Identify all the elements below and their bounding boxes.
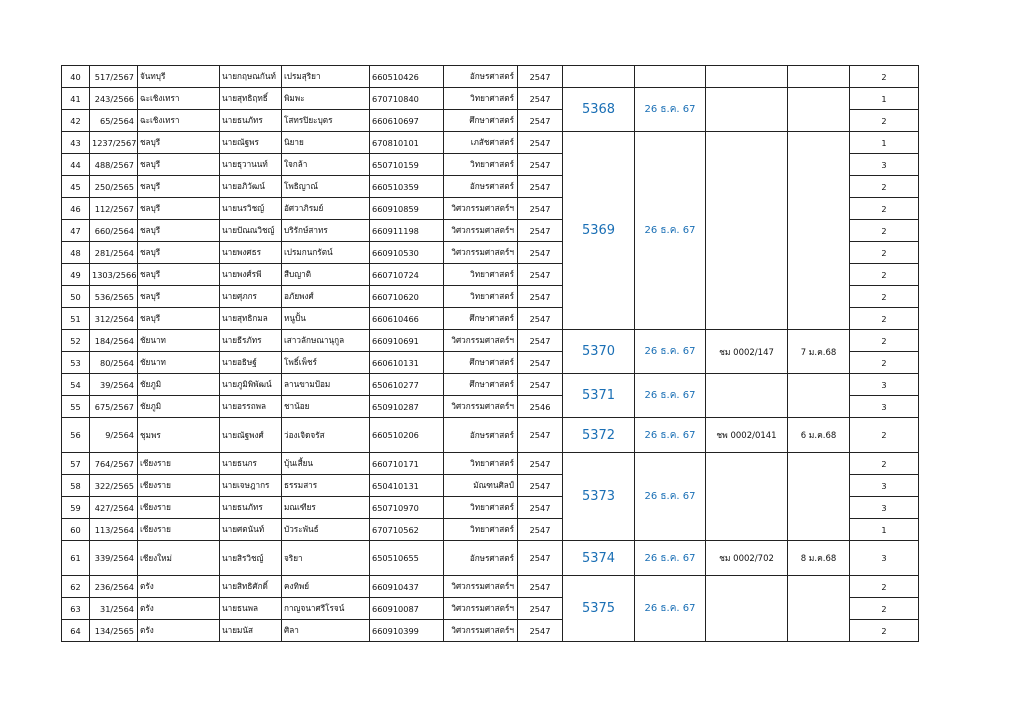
- province-cell: ชลบุรี: [138, 220, 220, 242]
- province-cell: เชียงราย: [138, 519, 220, 541]
- reference-number: 65/2564: [90, 110, 138, 132]
- province-cell: ชัยภูมิ: [138, 396, 220, 418]
- count-cell: 2: [850, 66, 919, 88]
- count-cell: 2: [850, 330, 919, 352]
- faculty-cell: วิทยาศาสตร์: [444, 519, 518, 541]
- row-number: 52: [62, 330, 90, 352]
- last-name-cell: ธรรมสาร: [282, 475, 370, 497]
- table-row: [62, 132, 919, 154]
- last-name-cell: เปรมสุริยา: [282, 66, 370, 88]
- row-number: 63: [62, 598, 90, 620]
- reference-number: 488/2567: [90, 154, 138, 176]
- group-number-cell: 5373: [563, 453, 635, 541]
- first-name-cell: นายมนัส: [220, 620, 282, 642]
- faculty-cell: ศึกษาศาสตร์: [444, 308, 518, 330]
- student-id-cell: 660510426: [370, 66, 444, 88]
- student-id-cell: 650910287: [370, 396, 444, 418]
- group-date-cell: [635, 66, 706, 88]
- document-number-cell: ชม 0002/147: [706, 330, 788, 374]
- last-name-cell: บริรักษ์สาทร: [282, 220, 370, 242]
- row-number: 62: [62, 576, 90, 598]
- first-name-cell: นายเจษฎากร: [220, 475, 282, 497]
- faculty-cell: อักษรศาสตร์: [444, 176, 518, 198]
- faculty-cell: วิทยาศาสตร์: [444, 497, 518, 519]
- document-date-cell: [788, 66, 850, 88]
- province-cell: ชลบุรี: [138, 198, 220, 220]
- group-date-cell: 26 ธ.ค. 67: [635, 132, 706, 330]
- last-name-cell: ว่องเจิดจรัส: [282, 418, 370, 453]
- group-date-cell: 26 ธ.ค. 67: [635, 576, 706, 642]
- reference-number: 250/2565: [90, 176, 138, 198]
- count-cell: 2: [850, 198, 919, 220]
- reference-number: 322/2565: [90, 475, 138, 497]
- year-cell: 2547: [518, 88, 563, 110]
- reference-number: 243/2566: [90, 88, 138, 110]
- faculty-cell: อักษรศาสตร์: [444, 66, 518, 88]
- province-cell: ฉะเชิงเทรา: [138, 88, 220, 110]
- faculty-cell: ศึกษาศาสตร์: [444, 374, 518, 396]
- reference-number: 31/2564: [90, 598, 138, 620]
- first-name-cell: นายศตนันท์: [220, 519, 282, 541]
- province-cell: ชัยนาท: [138, 352, 220, 374]
- first-name-cell: นายสุทธิฤทธิ์: [220, 88, 282, 110]
- group-number-cell: 5371: [563, 374, 635, 418]
- student-id-cell: 660910530: [370, 242, 444, 264]
- faculty-cell: วิศวกรรมศาสตร์ฯ: [444, 396, 518, 418]
- student-id-cell: 660910859: [370, 198, 444, 220]
- year-cell: 2547: [518, 308, 563, 330]
- first-name-cell: นายภูมิพิพัฒน์: [220, 374, 282, 396]
- count-cell: 2: [850, 264, 919, 286]
- reference-number: 675/2567: [90, 396, 138, 418]
- first-name-cell: นายพงศ์รพี: [220, 264, 282, 286]
- group-date-cell: 26 ธ.ค. 67: [635, 541, 706, 576]
- province-cell: เชียงราย: [138, 497, 220, 519]
- row-number: 45: [62, 176, 90, 198]
- registry-table: [61, 65, 919, 642]
- count-cell: 2: [850, 598, 919, 620]
- count-cell: 2: [850, 352, 919, 374]
- reference-number: 517/2567: [90, 66, 138, 88]
- row-number: 57: [62, 453, 90, 475]
- faculty-cell: ศึกษาศาสตร์: [444, 110, 518, 132]
- row-number: 59: [62, 497, 90, 519]
- reference-number: 113/2564: [90, 519, 138, 541]
- last-name-cell: คงทิพย์: [282, 576, 370, 598]
- last-name-cell: ลานขามป้อม: [282, 374, 370, 396]
- count-cell: 2: [850, 242, 919, 264]
- student-id-cell: 660610131: [370, 352, 444, 374]
- province-cell: เชียงใหม่: [138, 541, 220, 576]
- first-name-cell: นายธนพล: [220, 598, 282, 620]
- group-number-cell: 5372: [563, 418, 635, 453]
- document-number-cell: [706, 66, 788, 88]
- reference-number: 764/2567: [90, 453, 138, 475]
- province-cell: ตรัง: [138, 598, 220, 620]
- year-cell: 2547: [518, 66, 563, 88]
- table-row: [62, 576, 919, 598]
- year-cell: 2547: [518, 519, 563, 541]
- document-number-cell: [706, 374, 788, 418]
- year-cell: 2547: [518, 352, 563, 374]
- table-row: [62, 330, 919, 352]
- count-cell: 2: [850, 576, 919, 598]
- first-name-cell: นายณัฐพงศ์: [220, 418, 282, 453]
- first-name-cell: นายนรวิชญ์: [220, 198, 282, 220]
- document-date-cell: [788, 88, 850, 132]
- document-date-cell: 7 ม.ค.68: [788, 330, 850, 374]
- row-number: 64: [62, 620, 90, 642]
- group-number-cell: 5375: [563, 576, 635, 642]
- year-cell: 2547: [518, 132, 563, 154]
- document-number-cell: [706, 88, 788, 132]
- student-id-cell: 650710970: [370, 497, 444, 519]
- student-id-cell: 660910437: [370, 576, 444, 598]
- last-name-cell: เสาวลักษณานุกูล: [282, 330, 370, 352]
- row-number: 41: [62, 88, 90, 110]
- document-number-cell: [706, 576, 788, 642]
- row-number: 47: [62, 220, 90, 242]
- count-cell: 1: [850, 88, 919, 110]
- count-cell: 2: [850, 176, 919, 198]
- group-number-cell: 5370: [563, 330, 635, 374]
- student-id-cell: 670710562: [370, 519, 444, 541]
- reference-number: 184/2564: [90, 330, 138, 352]
- count-cell: 2: [850, 110, 919, 132]
- last-name-cell: พิมพะ: [282, 88, 370, 110]
- reference-number: 312/2564: [90, 308, 138, 330]
- province-cell: ฉะเชิงเทรา: [138, 110, 220, 132]
- year-cell: 2547: [518, 330, 563, 352]
- faculty-cell: วิทยาศาสตร์: [444, 453, 518, 475]
- faculty-cell: เภสัชศาสตร์: [444, 132, 518, 154]
- faculty-cell: วิศวกรรมศาสตร์ฯ: [444, 620, 518, 642]
- last-name-cell: ศิลา: [282, 620, 370, 642]
- year-cell: 2547: [518, 497, 563, 519]
- first-name-cell: นายธนภัทร: [220, 497, 282, 519]
- table-row: [62, 541, 919, 576]
- faculty-cell: วิทยาศาสตร์: [444, 286, 518, 308]
- group-date-cell: 26 ธ.ค. 67: [635, 374, 706, 418]
- group-date-cell: 26 ธ.ค. 67: [635, 418, 706, 453]
- province-cell: ชลบุรี: [138, 132, 220, 154]
- count-cell: 3: [850, 497, 919, 519]
- document-date-cell: 6 ม.ค.68: [788, 418, 850, 453]
- faculty-cell: วิศวกรรมศาสตร์ฯ: [444, 242, 518, 264]
- last-name-cell: จริยา: [282, 541, 370, 576]
- table-row: [62, 453, 919, 475]
- row-number: 54: [62, 374, 90, 396]
- student-id-cell: 660910691: [370, 330, 444, 352]
- student-id-cell: 660910087: [370, 598, 444, 620]
- table-row: [62, 374, 919, 396]
- group-number-cell: [563, 66, 635, 88]
- student-id-cell: 660710171: [370, 453, 444, 475]
- first-name-cell: นายอรรถพล: [220, 396, 282, 418]
- first-name-cell: นายพงศธร: [220, 242, 282, 264]
- row-number: 40: [62, 66, 90, 88]
- document-number-cell: ชพ 0002/0141: [706, 418, 788, 453]
- year-cell: 2547: [518, 242, 563, 264]
- first-name-cell: นายณัฐพร: [220, 132, 282, 154]
- province-cell: ตรัง: [138, 620, 220, 642]
- first-name-cell: นายอภิวัฒน์: [220, 176, 282, 198]
- reference-number: 427/2564: [90, 497, 138, 519]
- year-cell: 2547: [518, 286, 563, 308]
- reference-number: 80/2564: [90, 352, 138, 374]
- row-number: 61: [62, 541, 90, 576]
- year-cell: 2547: [518, 264, 563, 286]
- year-cell: 2547: [518, 541, 563, 576]
- student-id-cell: 660911198: [370, 220, 444, 242]
- first-name-cell: นายสิรวิชญ์: [220, 541, 282, 576]
- province-cell: เชียงราย: [138, 453, 220, 475]
- province-cell: ชลบุรี: [138, 176, 220, 198]
- row-number: 43: [62, 132, 90, 154]
- last-name-cell: สืบญาติ: [282, 264, 370, 286]
- table-body: [62, 66, 919, 642]
- count-cell: 3: [850, 396, 919, 418]
- reference-number: 9/2564: [90, 418, 138, 453]
- row-number: 48: [62, 242, 90, 264]
- reference-number: 134/2565: [90, 620, 138, 642]
- last-name-cell: มณเฑียร: [282, 497, 370, 519]
- table-row: [62, 418, 919, 453]
- table-row: [62, 88, 919, 110]
- row-number: 49: [62, 264, 90, 286]
- count-cell: 2: [850, 220, 919, 242]
- last-name-cell: ชาน้อย: [282, 396, 370, 418]
- student-id-cell: 650510655: [370, 541, 444, 576]
- first-name-cell: นายธุวานนท์: [220, 154, 282, 176]
- first-name-cell: นายศุภกร: [220, 286, 282, 308]
- province-cell: ชลบุรี: [138, 242, 220, 264]
- reference-number: 339/2564: [90, 541, 138, 576]
- reference-number: 236/2564: [90, 576, 138, 598]
- group-date-cell: 26 ธ.ค. 67: [635, 330, 706, 374]
- province-cell: ชลบุรี: [138, 264, 220, 286]
- document-date-cell: [788, 576, 850, 642]
- row-number: 56: [62, 418, 90, 453]
- first-name-cell: นายธนกร: [220, 453, 282, 475]
- faculty-cell: วิศวกรรมศาสตร์ฯ: [444, 198, 518, 220]
- province-cell: จันทบุรี: [138, 66, 220, 88]
- document-date-cell: [788, 374, 850, 418]
- faculty-cell: วิศวกรรมศาสตร์ฯ: [444, 220, 518, 242]
- row-number: 44: [62, 154, 90, 176]
- year-cell: 2547: [518, 198, 563, 220]
- faculty-cell: วิทยาศาสตร์: [444, 88, 518, 110]
- province-cell: ชุมพร: [138, 418, 220, 453]
- row-number: 58: [62, 475, 90, 497]
- row-number: 51: [62, 308, 90, 330]
- reference-number: 660/2564: [90, 220, 138, 242]
- table-row: [62, 66, 919, 88]
- year-cell: 2547: [518, 176, 563, 198]
- count-cell: 2: [850, 308, 919, 330]
- student-id-cell: 650410131: [370, 475, 444, 497]
- reference-number: 1303/2566: [90, 264, 138, 286]
- document-number-cell: [706, 453, 788, 541]
- group-number-cell: 5369: [563, 132, 635, 330]
- count-cell: 3: [850, 154, 919, 176]
- row-number: 46: [62, 198, 90, 220]
- last-name-cell: ใจกล้า: [282, 154, 370, 176]
- year-cell: 2546: [518, 396, 563, 418]
- first-name-cell: นายกฤษณกันท์: [220, 66, 282, 88]
- year-cell: 2547: [518, 220, 563, 242]
- row-number: 42: [62, 110, 90, 132]
- last-name-cell: โพธิ์เพ็ชร์: [282, 352, 370, 374]
- row-number: 50: [62, 286, 90, 308]
- faculty-cell: วิศวกรรมศาสตร์ฯ: [444, 330, 518, 352]
- province-cell: ชลบุรี: [138, 154, 220, 176]
- row-number: 60: [62, 519, 90, 541]
- faculty-cell: ศึกษาศาสตร์: [444, 352, 518, 374]
- first-name-cell: นายธนภัทร: [220, 110, 282, 132]
- group-number-cell: 5374: [563, 541, 635, 576]
- document-number-cell: [706, 132, 788, 330]
- student-id-cell: 670810101: [370, 132, 444, 154]
- reference-number: 39/2564: [90, 374, 138, 396]
- last-name-cell: อัศวาภิรมย์: [282, 198, 370, 220]
- province-cell: เชียงราย: [138, 475, 220, 497]
- count-cell: 3: [850, 374, 919, 396]
- province-cell: ชัยภูมิ: [138, 374, 220, 396]
- faculty-cell: วิทยาศาสตร์: [444, 264, 518, 286]
- year-cell: 2547: [518, 453, 563, 475]
- faculty-cell: วิศวกรรมศาสตร์ฯ: [444, 576, 518, 598]
- faculty-cell: วิศวกรรมศาสตร์ฯ: [444, 598, 518, 620]
- group-date-cell: 26 ธ.ค. 67: [635, 88, 706, 132]
- province-cell: ชลบุรี: [138, 286, 220, 308]
- student-id-cell: 650710159: [370, 154, 444, 176]
- student-id-cell: 660610466: [370, 308, 444, 330]
- province-cell: ชลบุรี: [138, 308, 220, 330]
- count-cell: 2: [850, 453, 919, 475]
- student-id-cell: 660510206: [370, 418, 444, 453]
- count-cell: 3: [850, 541, 919, 576]
- year-cell: 2547: [518, 598, 563, 620]
- faculty-cell: อักษรศาสตร์: [444, 541, 518, 576]
- year-cell: 2547: [518, 374, 563, 396]
- province-cell: ตรัง: [138, 576, 220, 598]
- document-date-cell: [788, 132, 850, 330]
- last-name-cell: บัวระพันธ์: [282, 519, 370, 541]
- last-name-cell: นิยาย: [282, 132, 370, 154]
- last-name-cell: กาญจนาศรีโรจน์: [282, 598, 370, 620]
- first-name-cell: นายปัณณวิชญ์: [220, 220, 282, 242]
- first-name-cell: นายอธิษฐ์: [220, 352, 282, 374]
- count-cell: 1: [850, 519, 919, 541]
- last-name-cell: เปรมกนกรัตน์: [282, 242, 370, 264]
- reference-number: 1237/2567: [90, 132, 138, 154]
- last-name-cell: โสทรปิยะบุตร: [282, 110, 370, 132]
- document-number-cell: ชม 0002/702: [706, 541, 788, 576]
- last-name-cell: อภัยพงศ์: [282, 286, 370, 308]
- count-cell: 1: [850, 132, 919, 154]
- province-cell: ชัยนาท: [138, 330, 220, 352]
- student-id-cell: 660910399: [370, 620, 444, 642]
- row-number: 53: [62, 352, 90, 374]
- document-date-cell: [788, 453, 850, 541]
- student-id-cell: 660710724: [370, 264, 444, 286]
- last-name-cell: บุ้นเสี้ยน: [282, 453, 370, 475]
- count-cell: 3: [850, 475, 919, 497]
- year-cell: 2547: [518, 475, 563, 497]
- student-id-cell: 660710620: [370, 286, 444, 308]
- group-number-cell: 5368: [563, 88, 635, 132]
- year-cell: 2547: [518, 576, 563, 598]
- document-date-cell: 8 ม.ค.68: [788, 541, 850, 576]
- student-id-cell: 660510359: [370, 176, 444, 198]
- year-cell: 2547: [518, 418, 563, 453]
- year-cell: 2547: [518, 154, 563, 176]
- faculty-cell: มัณฑนศิลป์: [444, 475, 518, 497]
- first-name-cell: นายสิทธิศักดิ์: [220, 576, 282, 598]
- year-cell: 2547: [518, 110, 563, 132]
- faculty-cell: วิทยาศาสตร์: [444, 154, 518, 176]
- last-name-cell: หนูปั้น: [282, 308, 370, 330]
- reference-number: 112/2567: [90, 198, 138, 220]
- count-cell: 2: [850, 286, 919, 308]
- first-name-cell: นายธีรภัทร: [220, 330, 282, 352]
- faculty-cell: อักษรศาสตร์: [444, 418, 518, 453]
- student-id-cell: 670710840: [370, 88, 444, 110]
- student-id-cell: 660610697: [370, 110, 444, 132]
- last-name-cell: โพธิญาณ์: [282, 176, 370, 198]
- student-id-cell: 650610277: [370, 374, 444, 396]
- first-name-cell: นายสุทธิกมล: [220, 308, 282, 330]
- count-cell: 2: [850, 418, 919, 453]
- reference-number: 536/2565: [90, 286, 138, 308]
- year-cell: 2547: [518, 620, 563, 642]
- count-cell: 2: [850, 620, 919, 642]
- reference-number: 281/2564: [90, 242, 138, 264]
- group-date-cell: 26 ธ.ค. 67: [635, 453, 706, 541]
- row-number: 55: [62, 396, 90, 418]
